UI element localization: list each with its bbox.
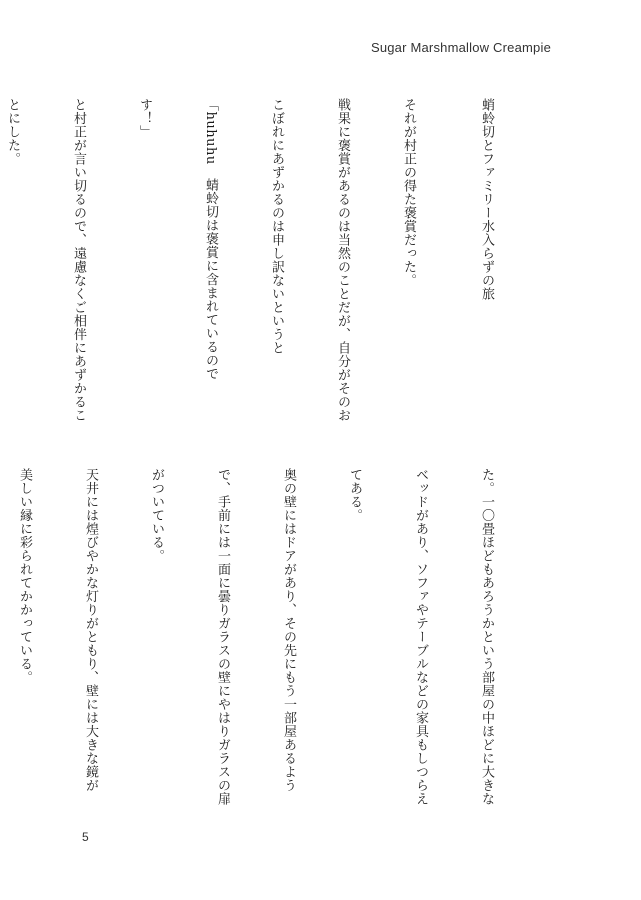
text-line: 美しい縁に彩られてかかっている。 bbox=[17, 468, 32, 684]
lower-text-block bbox=[17, 468, 541, 806]
text-line: 「huhuhu 蜻蛉切は褒賞に含まれているので bbox=[203, 98, 218, 381]
text-line: とにした。 bbox=[5, 98, 20, 166]
text-line: 奥の壁にはドアがあり、その先にもう一部屋あるよう bbox=[281, 468, 296, 792]
text-line: 戦果に褒賞があるのは当然のことだが、自分がそのお bbox=[335, 98, 350, 422]
chapter-title: 蛸蛉切とファミリー水入らずの旅 bbox=[479, 98, 494, 301]
text-line: で、手前には一面に曇りガラスの壁にやはりガラスの扉 bbox=[215, 468, 230, 806]
text-line: がついている。 bbox=[149, 468, 164, 563]
text-line: ベッドがあり、ソファやテーブルなどの家具もしつらえ bbox=[413, 468, 428, 806]
text-line: こぼれにあずかるのは申し訳ないというと bbox=[269, 98, 284, 355]
upper-text-block bbox=[5, 98, 541, 422]
text-line: す！」 bbox=[137, 98, 152, 139]
text-line: 天井には煌びやかな灯りがともり、壁には大きな鏡が bbox=[83, 468, 98, 792]
page-number: 5 bbox=[82, 830, 89, 844]
text-line: た。一〇畳ほどもあろうかという部屋の中ほどに大きな bbox=[479, 468, 494, 806]
text-line: と村正が言い切るので、遠慮なくご相伴にあずかるこ bbox=[71, 98, 86, 422]
running-header: Sugar Marshmallow Creampie bbox=[370, 40, 551, 55]
text-line: それが村正の得た褒賞だった。 bbox=[401, 98, 416, 287]
text-line: てある。 bbox=[347, 468, 362, 522]
